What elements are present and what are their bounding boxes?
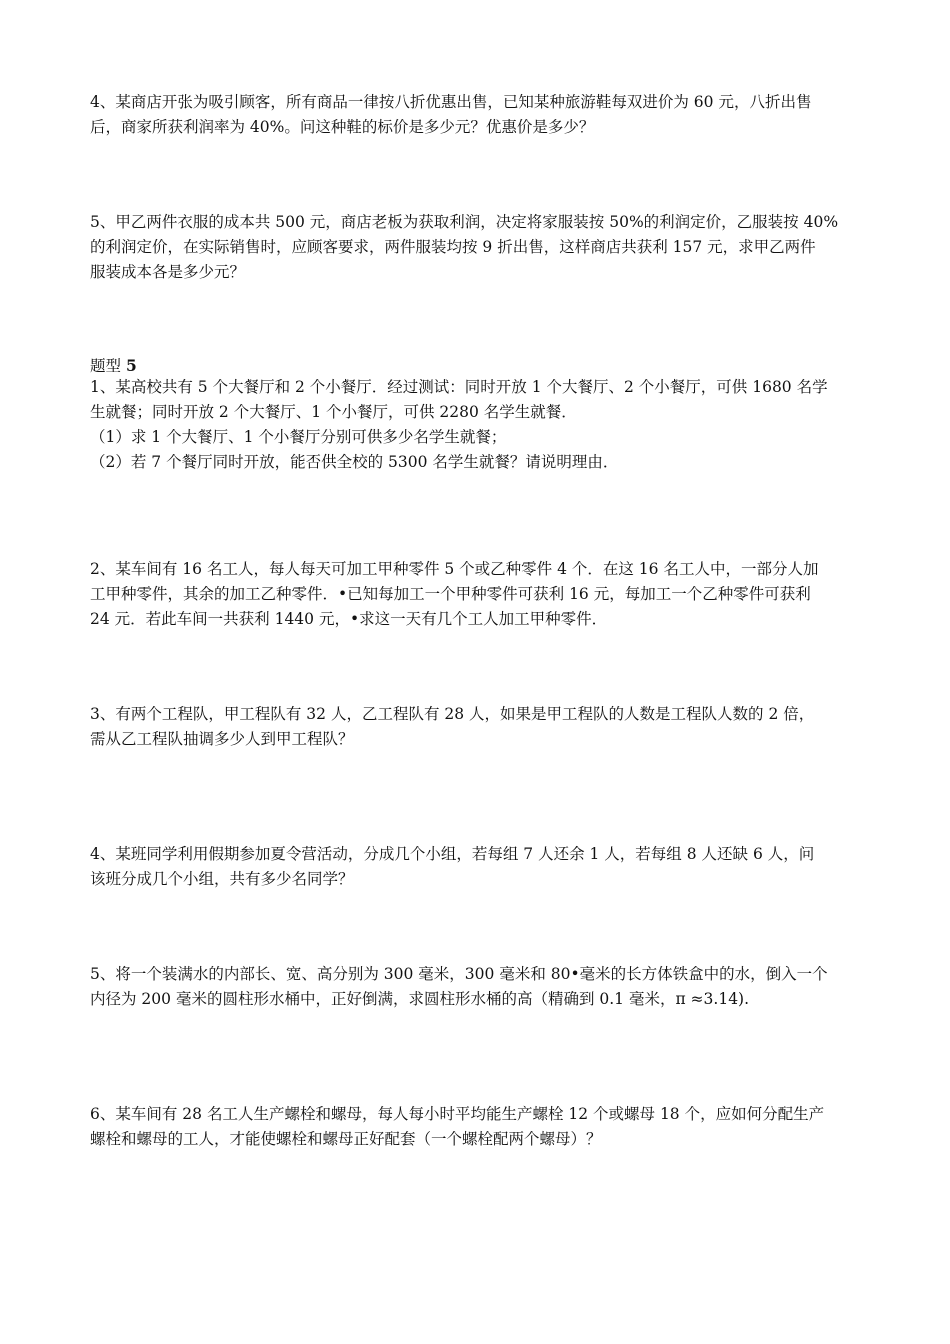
problem-line: 生就餐；同时开放 2 个大餐厅、1 个小餐厅，可供 2280 名学生就餐． — [90, 403, 577, 421]
problem-line: 4、某班同学利用假期参加夏令营活动，分成几个小组，若每组 7 人还余 1 人，若每组 8 人还缺 6 人，问 — [90, 845, 815, 863]
problem-line: 后，商家所获利润率为 40%。问这种鞋的标价是多少元？优惠价是多少？ — [90, 118, 595, 136]
section-heading-number: 5 — [125, 356, 137, 375]
problem-line: 6、某车间有 28 名工人生产螺栓和螺母，每人每小时平均能生产螺栓 12 个或螺母 18 个，应如何分配生产 — [90, 1105, 825, 1123]
problem-line: 螺栓和螺母的工人，才能使螺栓和螺母正好配套（一个螺栓配两个螺母）？ — [90, 1130, 602, 1148]
problem-line: 24 元．若此车间一共获利 1440 元，•求这一天有几个工人加工甲种零件． — [90, 610, 608, 628]
problem-line: 服装成本各是多少元？ — [90, 263, 246, 281]
problem-line: 4、某商店开张为吸引顾客，所有商品一律按八折优惠出售，已知某种旅游鞋每双进价为 60 元，八折出售 — [90, 93, 812, 111]
problem-line: 5、甲乙两件衣服的成本共 500 元，商店老板为获取利润，决定将家服装按 50%的利润定价，乙服装按 40% — [90, 213, 839, 231]
problem-line: 1、某高校共有 5 个大餐厅和 2 个小餐厅．经过测试：同时开放 1 个大餐厅、2 个小餐厅，可供 1680 名学 — [90, 378, 828, 396]
problem-b6 — [90, 1102, 862, 1152]
problem-line: 内径为 200 毫米的圆柱形水桶中，正好倒满，求圆柱形水桶的高（精确到 0.1 毫米，π ≈3.14). — [90, 990, 750, 1008]
problem-line: 2、某车间有 16 名工人，每人每天可加工甲种零件 5 个或乙种零件 4 个．在这 16 名工人中，一部分人加 — [90, 560, 819, 578]
problem-line: 需从乙工程队抽调多少人到甲工程队？ — [90, 730, 354, 748]
problem-line: 该班分成几个小组，共有多少名同学？ — [90, 870, 354, 888]
problem-b1 — [90, 375, 862, 475]
problem-line: 工甲种零件，其余的加工乙种零件．•已知每加工一个甲种零件可获利 16 元，每加工一个乙种零件可获利 — [90, 585, 811, 603]
problem-line: 的利润定价，在实际销售时，应顾客要求，两件服装均按 9 折出售，这样商店共获利 157 元，求甲乙两件 — [90, 238, 816, 256]
problem-b4 — [90, 842, 862, 892]
problem-b5 — [90, 962, 862, 1012]
problem-b3 — [90, 702, 862, 752]
section-heading-text: 题型 — [90, 357, 126, 375]
problem-subquestion: （2）若 7 个餐厅同时开放，能否供全校的 5300 名学生就餐？请说明理由． — [90, 453, 619, 471]
problem-subquestion: （1）求 1 个大餐厅、1 个小餐厅分别可供多少名学生就餐； — [90, 428, 507, 446]
problem-line: 3、有两个工程队，甲工程队有 32 人，乙工程队有 28 人，如果是甲工程队的人数是工程队人数的 2 倍， — [90, 705, 815, 723]
problem-a4 — [90, 90, 862, 140]
problem-b2 — [90, 557, 862, 632]
problem-a5 — [90, 210, 862, 285]
problem-line: 5、将一个装满水的内部长、宽、高分别为 300 毫米，300 毫米和 80•毫米的长方体铁盒中的水，倒入一个 — [90, 965, 828, 983]
